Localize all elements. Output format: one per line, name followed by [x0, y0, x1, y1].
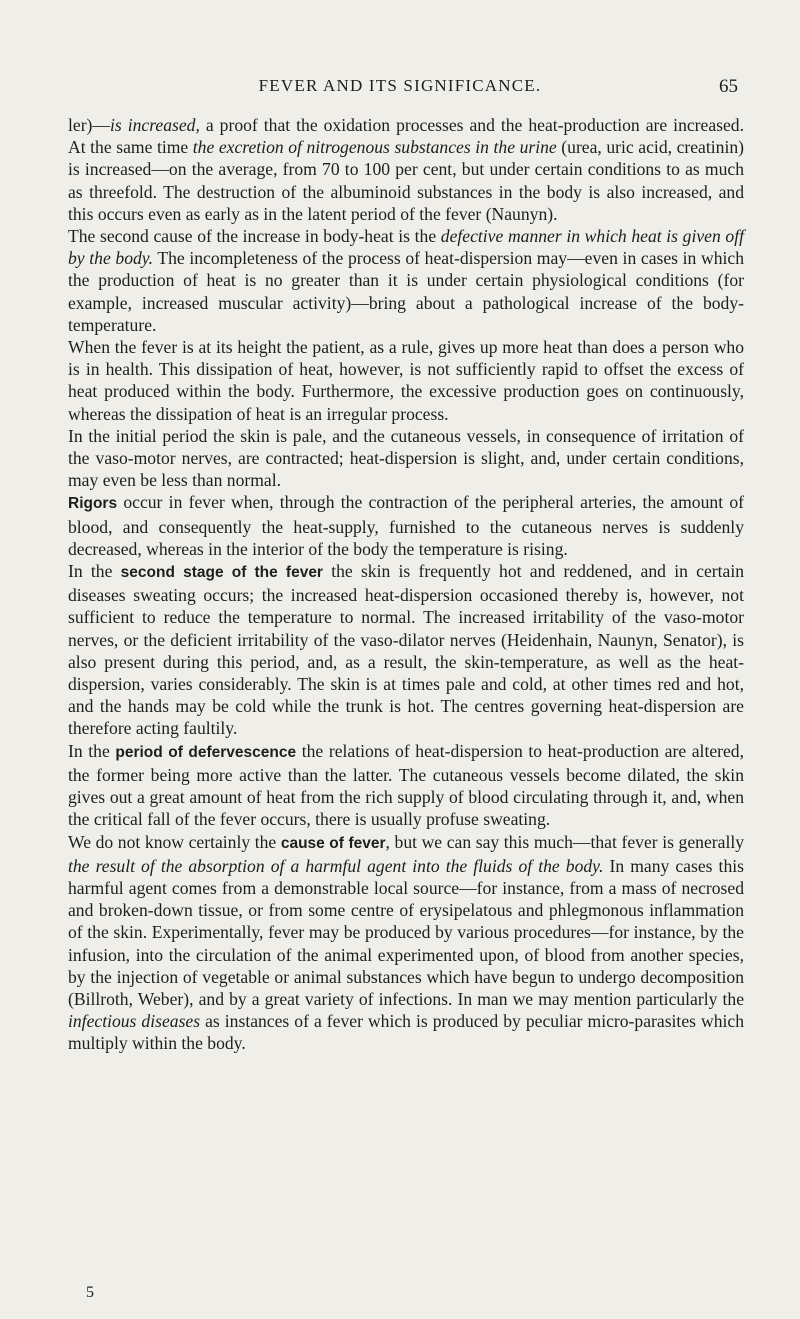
- bold-term: period of defervescence: [115, 743, 297, 761]
- text-run: the skin is frequently hot and reddened, and in certain diseases sweating occurs; the increased heat-dispersion occasioned thereby is, however, not sufficient to reduce the temperature to normal. The increased irritability of the vaso-motor nerves, or the deficient irritability of the vaso-dilator nerves (Heidenhain, Naunyn, Senator), is also present during this period, and, as a result, the skin-temperature, as well as the heat-dispersion, varies considerably. The skin is at times pale and cold, at other times red and hot, and the hands may be cold while the trunk is hot. The centres governing heat-dispersion are therefore acting faultily.: [68, 561, 744, 739]
- text-run: a proof that the oxidation processes and the heat-production are increased. At the same time: [68, 115, 745, 158]
- page-number: 65: [719, 76, 738, 97]
- text-run: The second cause of the increase in body-heat is the: [68, 226, 441, 247]
- bold-term: second stage of the fever: [120, 564, 323, 582]
- text-run: occur in fever when, through the contraction of the peripheral arteries, the amount of blood, and consequently the heat-supply, furnished to the cutaneous nerves is suddenly decreased, whereas in the interior of the body the temperature is rising.: [68, 492, 744, 559]
- text-run: The incompleteness of the process of heat-dispersion may—even in cases in which the production of heat is no greater than it is under certain physiological conditions (for example, increased muscular activity)—bring about a pathological increase of the body-temperature.: [68, 248, 744, 335]
- text-run: In the: [68, 740, 116, 761]
- text-run: In the: [68, 561, 121, 582]
- text-run: We do not know certainly the: [68, 831, 281, 852]
- italic-phrase: infectious diseases: [68, 1011, 201, 1032]
- text-run: the relations of heat-dispersion to heat-production are altered, the former being more active than the latter. The cutaneous vessels become dilated, the skin gives out a great amount of heat from the rich supply of blood circulating through it, and, when the critical fall of the fever occurs, there is usually profuse sweating.: [68, 740, 745, 830]
- running-head: FEVER AND ITS SIGNIFICANCE.: [258, 76, 542, 95]
- paragraph: [68, 491, 744, 560]
- paragraph: [68, 560, 744, 740]
- paragraph: [68, 336, 744, 425]
- paragraph: [68, 831, 744, 1055]
- bold-term: cause of fever: [280, 834, 386, 852]
- text-run: In the initial period the skin is pale, and the cutaneous vessels, in consequence of irritation of the vaso-motor nerves, are contracted; heat-dispersion is slight, and, under certain conditions, may even be less than normal.: [68, 425, 744, 491]
- paragraph: [68, 225, 744, 336]
- text-run: When the fever is at its height the patient, as a rule, gives up more heat than does a person who is in health. This dissipation of heat, however, is not sufficiently rapid to offset the excess of heat produced within the body. Furthermore, the excessive production goes on continuously, whereas the dissipation of heat is an irregular process.: [68, 337, 744, 424]
- page-header: [0, 76, 800, 100]
- text-run: , but we can say this much—that fever is generally: [385, 831, 745, 852]
- text-run: ler)—: [68, 115, 111, 135]
- text-run: as instances of a fever which is produced by peculiar micro-parasites which multiply within the body.: [68, 1011, 744, 1054]
- italic-phrase: is increased,: [110, 115, 200, 135]
- text-run: (urea, uric acid, creatinin) is increased—on the average, from 70 to 100 per cent, but under certain conditions to as much as threefold. The destruction of the albuminoid substances in the body is also increased, and this occurs even as early as in the latent period of the fever (Naunyn).: [68, 137, 744, 224]
- italic-phrase: the excretion of nitrogenous substances in the urine: [192, 137, 557, 158]
- bold-term: Rigors: [68, 495, 118, 513]
- body-text: [68, 114, 744, 1055]
- paragraph: [68, 425, 744, 492]
- printer-signature-mark: 5: [86, 1284, 94, 1301]
- paragraph: [68, 740, 744, 831]
- italic-phrase: defective manner in which heat is given off by the body.: [68, 226, 744, 269]
- italic-phrase: the result of the absorption of a harmful agent into the fluids of the body.: [68, 855, 604, 876]
- paragraph: [68, 114, 744, 225]
- text-run: In many cases this harmful agent comes from a demonstrable local source—for instance, from a mass of necrosed and broken-down tissue, or from some centre of erysipelatous and phlegmonous inflammation of the skin. Experimentally, fever may be produced by various procedures—for instance, by the infusion, into the circulation of the animal experimented upon, of blood from another species, by the injection of vegetable or animal substances which have begun to undergo decomposition (Billroth, Weber), and by a great variety of infections. In man we may mention particularly the: [68, 855, 744, 1009]
